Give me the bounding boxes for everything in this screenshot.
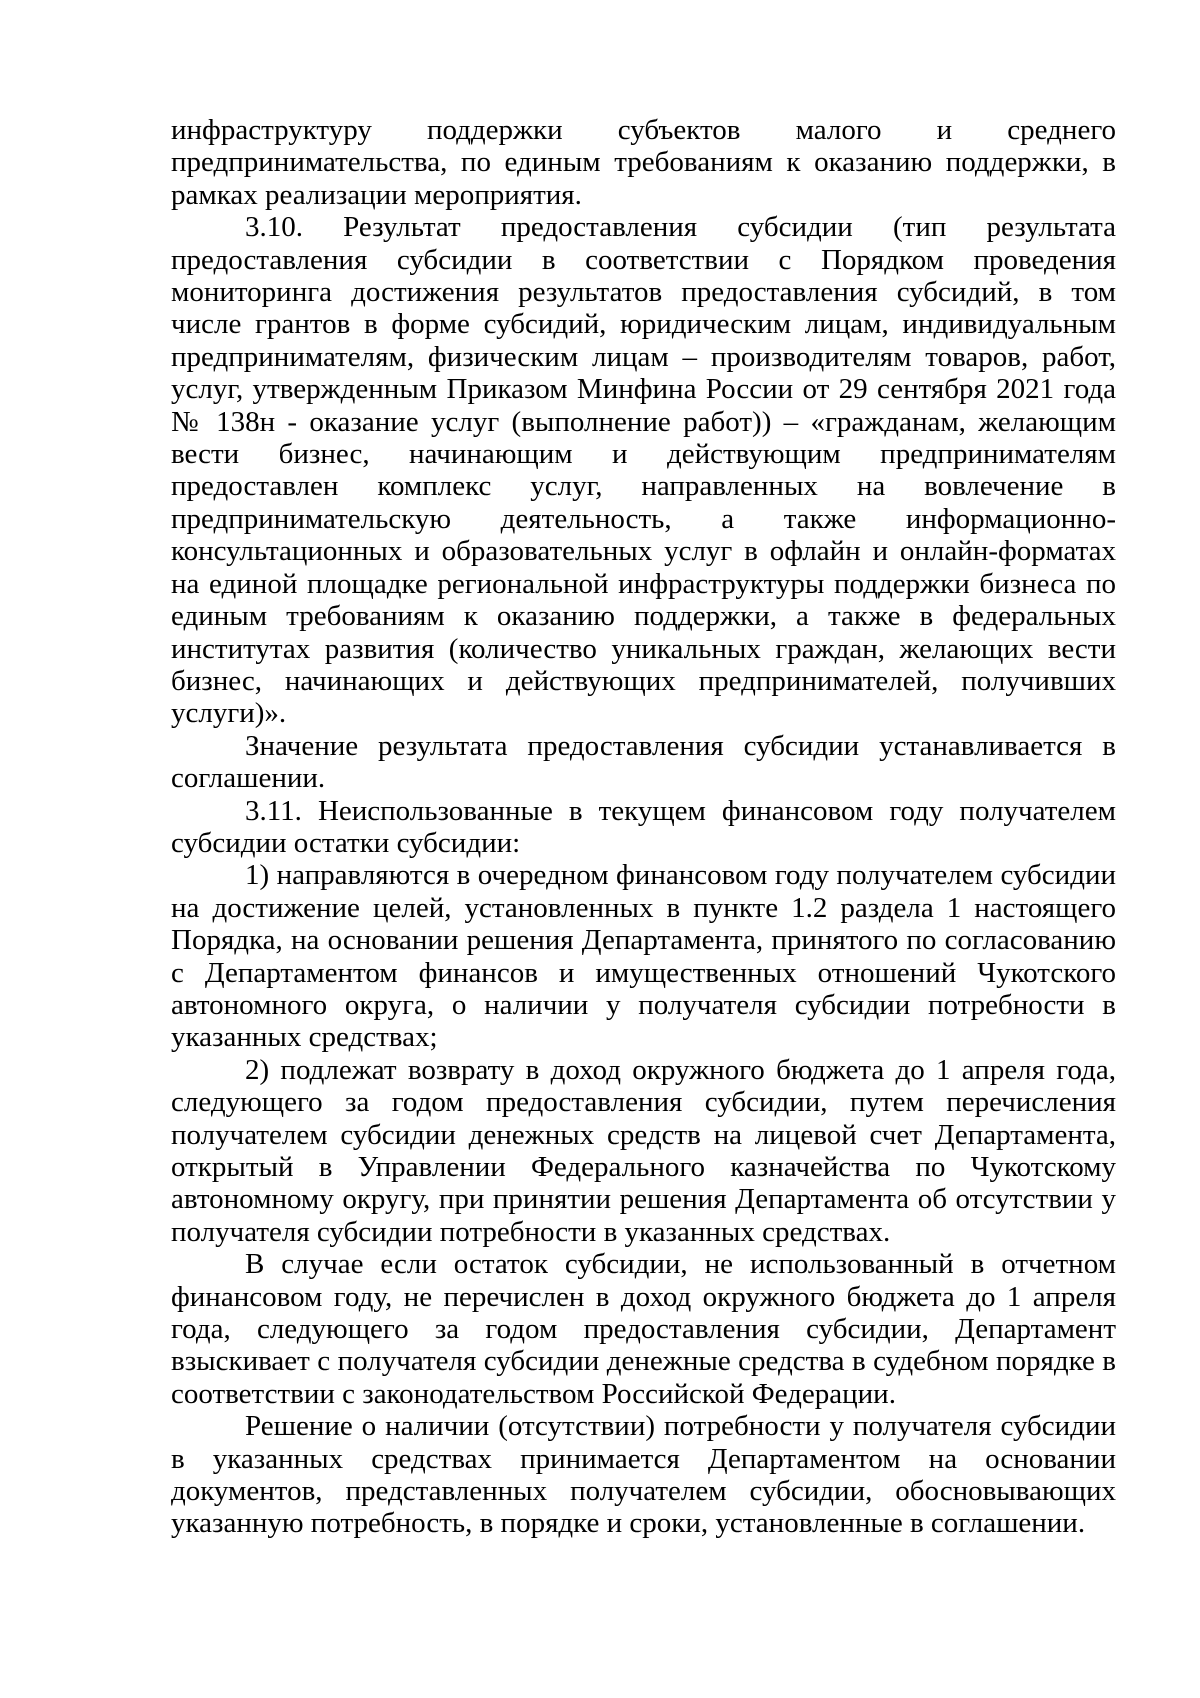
paragraph-item-1: 1) направляются в очередном финансовом году получателем субсидии на достижение целей, установленных в пункте 1.2 раздела 1 настоящего Порядка, на основании решения Департамента, принятого по согласованию с Департаментом финансов и имущественных отношений Чукотского автономного округа, о наличии у получателя субсидии потребности в указанных средствах; bbox=[171, 859, 1116, 1054]
paragraph-recovery: В случае если остаток субсидии, не использованный в отчетном финансовом году, не перечислен в доход окружного бюджета до 1 апреля года, следующего за годом предоставления субсидии, Департамент взыскивает с получателя субсидии денежные средства в судебном порядке в соответствии с законодательством Российской Федерации. bbox=[171, 1248, 1116, 1410]
paragraph-3-10: 3.10. Результат предоставления субсидии (тип результата предоставления субсидии в соответствии с Порядком проведения мониторинга достижения результатов предоставления субсидий, в том числе грантов в форме субсидий, юридическим лицам, индивидуальным предпринимателям, физическим лицам – производителям товаров, работ, услуг, утвержденным Приказом Минфина России от 29 сентября 2021 года № 138н - оказание услуг (выполнение работ)) – «гражданам, желающим вести бизнес, начинающим и действующим предпринимателям предоставлен комплекс услуг, направленных на вовлечение в предпринимательскую деятельность, а также информационно-консультационных и образовательных услуг в офлайн и онлайн-форматах на единой площадке региональной инфраструктуры поддержки бизнеса по единым требованиям к оказанию поддержки, а также в федеральных институтах развития (количество уникальных граждан, желающих вести бизнес, начинающих и действующих предпринимателей, получивших услуги)». bbox=[171, 211, 1116, 730]
paragraph-continuation: инфраструктуру поддержки субъектов малого и среднего предпринимательства, по единым требованиям к оказанию поддержки, в рамках реализации мероприятия. bbox=[171, 114, 1116, 211]
paragraph-result-value: Значение результата предоставления субсидии устанавливается в соглашении. bbox=[171, 729, 1116, 795]
paragraph-decision: Решение о наличии (отсутствии) потребности у получателя субсидии в указанных средствах принимается Департаментом на основании документов, представленных получателем субсидии, обосновывающих указанную потребность, в порядке и сроки, установленные в соглашении. bbox=[171, 1410, 1116, 1540]
paragraph-3-11: 3.11. Неиспользованные в текущем финансовом году получателем субсидии остатки субсидии: bbox=[171, 794, 1116, 859]
document-body bbox=[171, 114, 1116, 1540]
paragraph-item-2: 2) подлежат возврату в доход окружного бюджета до 1 апреля года, следующего за годом предоставления субсидии, путем перечисления получателем субсидии денежных средств на лицевой счет Департамента, открытый в Управлении Федерального казначейства по Чукотскому автономному округу, при принятии решения Департамента об отсутствии у получателя субсидии потребности в указанных средствах. bbox=[171, 1053, 1116, 1248]
